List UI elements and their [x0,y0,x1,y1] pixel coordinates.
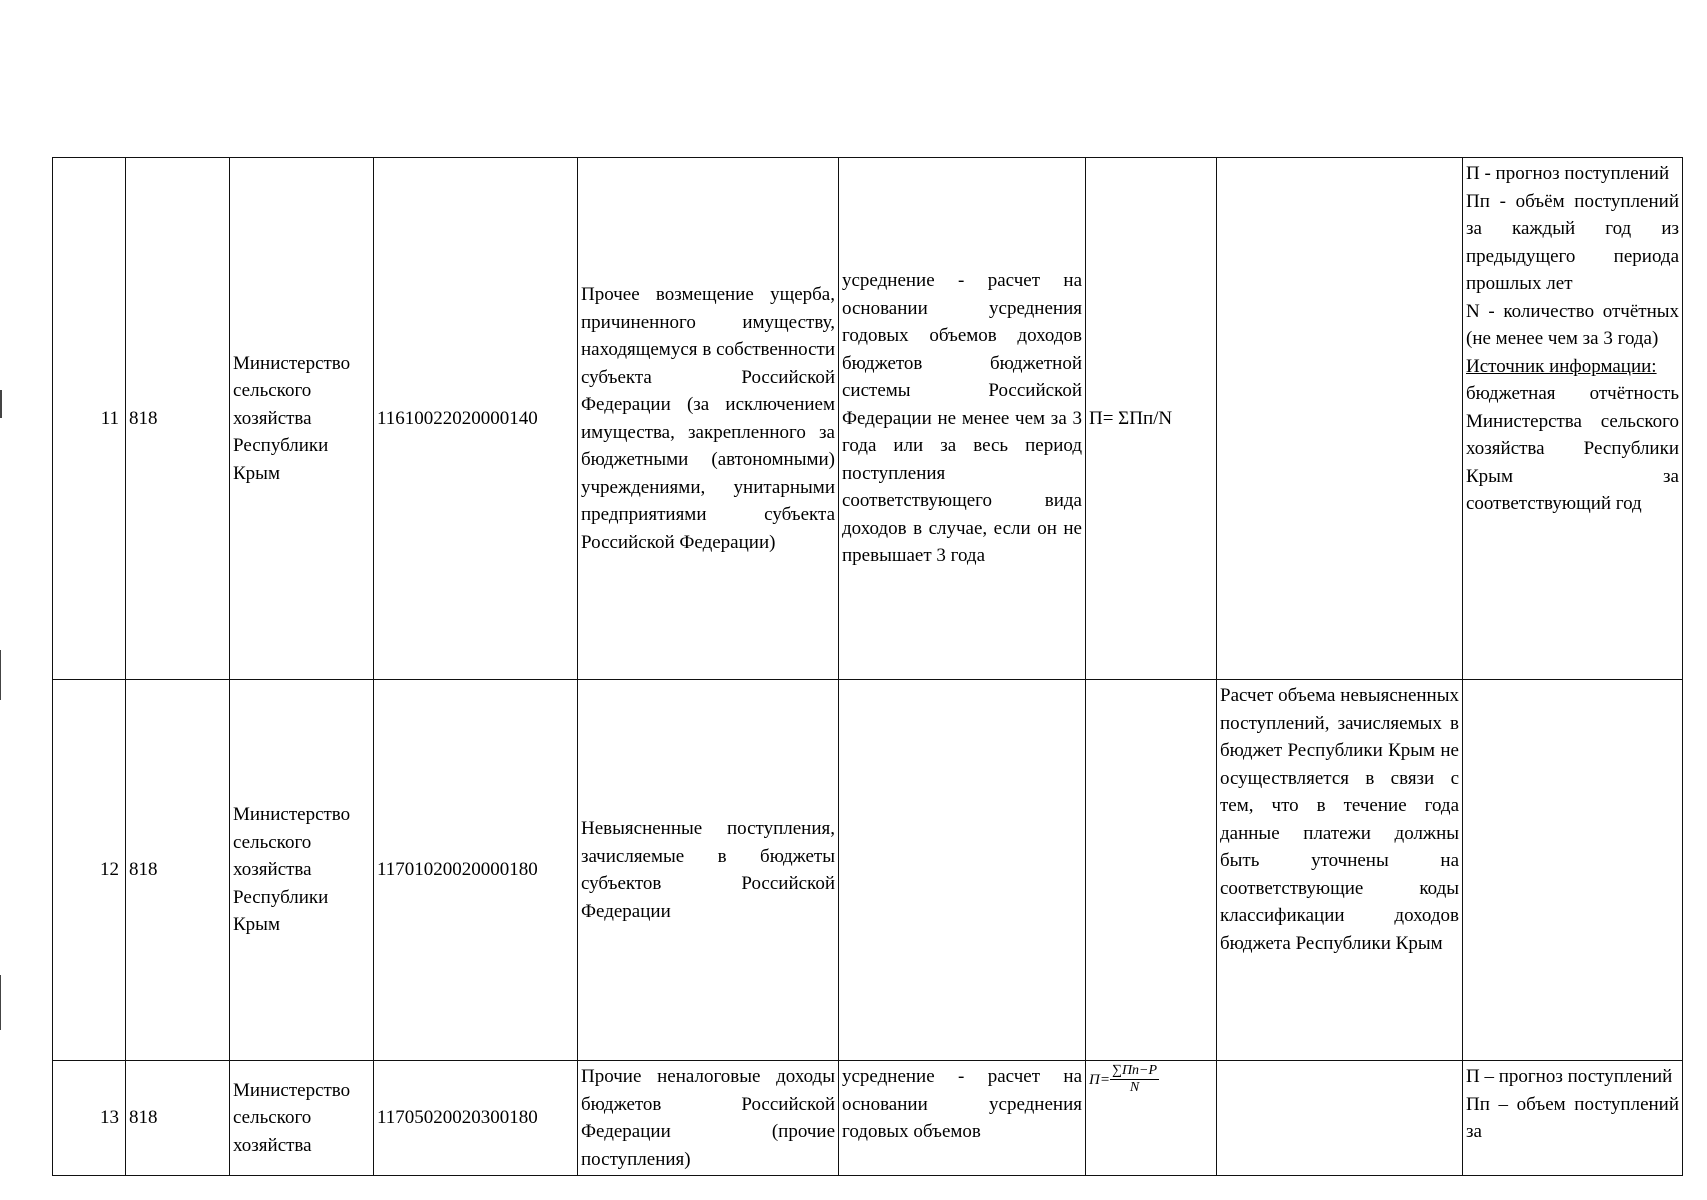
scan-edge-mark [0,390,2,418]
legend [1463,1061,1683,1176]
source-label: Источник информации: [1466,355,1657,377]
formula: П= ΣПп/N [1086,158,1217,680]
calculation-method: усреднение - расчет на основании усреднения годовых объемов доходов бюджетов бюджетной системы Российской Федерации не менее чем за 3 года или за весь период поступления соответствующего вида доходов в случае, если он не превышает 3 года [839,158,1086,680]
revenue-name: Невыясненные поступления, зачисляемые в бюджеты субъектов Российской Федерации [578,680,839,1061]
kbk-code: 11701020020000180 [374,680,578,1061]
scan-edge-mark [0,975,1,1030]
organization: Министерство сельского хозяйства [230,1061,374,1176]
row-number: 11 [53,158,126,680]
admin-code: 818 [126,680,230,1061]
row-number: 12 [53,680,126,1061]
table-row [53,1061,1683,1176]
formula-prefix: П= [1089,1071,1110,1088]
table-row [53,158,1683,680]
note [1217,158,1463,680]
note: Расчет объема невыясненных поступлений, зачисляемых в бюджет Республики Крым не осуществляется в связи с тем, что в течение года данные платежи должны быть уточнены на соответствующие коды классификации доходов бюджета Республики Крым [1217,680,1463,1061]
legend-line: N - количество отчётных (не менее чем за 3 года) [1466,300,1679,349]
calculation-method [839,680,1086,1061]
note [1217,1061,1463,1176]
formula [1086,680,1217,1061]
kbk-code: 11610022020000140 [374,158,578,680]
legend [1463,158,1683,680]
kbk-code: 11705020020300180 [374,1061,578,1176]
revenue-forecast-table [52,157,1683,1176]
legend-line: Пп – объем поступлений за [1466,1093,1679,1142]
legend [1463,680,1683,1061]
revenue-name: Прочие неналоговые доходы бюджетов Российской Федерации (прочие поступления) [578,1061,839,1176]
organization: Министерство сельского хозяйства Республики Крым [230,158,374,680]
scan-edge-mark [0,650,1,700]
revenue-name: Прочее возмещение ущерба, причиненного имуществу, находящемуся в собственности субъекта Российской Федерации (за исключением имущества, закрепленного за бюджетными (автономными) учреждениями, унитарными предприятиями субъекта Российской Федерации) [578,158,839,680]
formula-fraction [1110,1063,1159,1096]
table-row [53,680,1683,1061]
source-text: бюджетная отчётность Министерства сельского хозяйства Республики Крым за соответствующий год [1466,383,1679,514]
admin-code: 818 [126,1061,230,1176]
row-number: 13 [53,1061,126,1176]
organization: Министерство сельского хозяйства Республики Крым [230,680,374,1061]
formula-denominator: N [1129,1080,1140,1095]
legend-line: Пп - объём поступлений за каждый год из предыдущего периода прошлых лет [1466,190,1679,294]
legend-line: П – прогноз поступлений [1466,1066,1673,1087]
admin-code: 818 [126,158,230,680]
legend-line: П - прогноз поступлений [1466,163,1670,184]
formula [1086,1061,1217,1176]
calculation-method: усреднение - расчет на основании усреднения годовых объемов [839,1061,1086,1176]
formula-numerator: ∑Пп−P [1111,1063,1158,1078]
